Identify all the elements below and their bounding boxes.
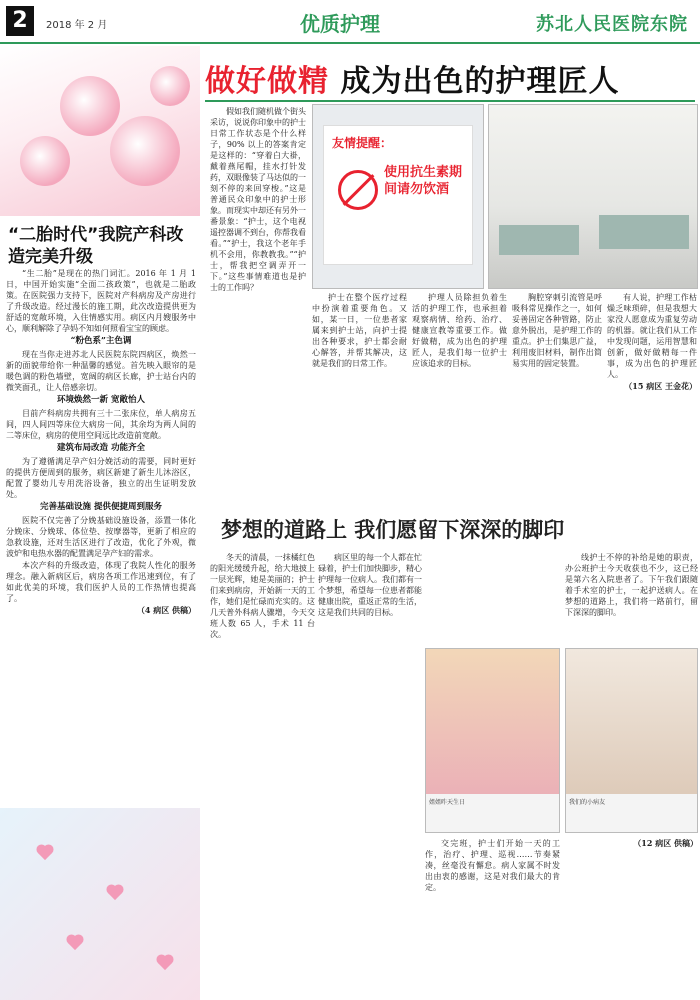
ward-photo bbox=[488, 104, 698, 289]
issue-date: 2018 年 2 月 bbox=[46, 20, 108, 31]
sign-header: 友情提醒： bbox=[332, 136, 393, 150]
article2-col1 bbox=[210, 106, 306, 506]
article2-col2-text: 护士在整个医疗过程中扮演着重要角色。又如，某一日，一位患者家属来到护士站，向护士提出各种要求，护士都会耐心解答，并帮其解决，这就是我们的日常工作。 bbox=[312, 293, 407, 368]
article1-p2: 目前产科病房共拥有三十二张床位，单人病房五间，四人间四等床位大病房一间，其余均为两人间的二等床位，病房的使用空间远比改造前宽敞。 bbox=[6, 409, 196, 440]
no-alcohol-sign-photo bbox=[312, 104, 484, 289]
article2-col2 bbox=[312, 292, 407, 506]
article1-signature: （4 病区 供稿） bbox=[136, 605, 196, 615]
article2-col5-text: 有人说，护理工作枯燥乏味琐碎，但是我想大家没人愿意成为重复劳动的机器。就让我们从工作中发现问题，运用智慧和创新，做好做精每一件事，成为出色的护理匠人。 bbox=[607, 293, 697, 379]
article1-sub3: 建筑布局改造 功能齐全 bbox=[57, 443, 145, 453]
article2-col4-text: 胸腔穿刺引流管是呼吸科常见操作之一，如何妥善固定各种管路，防止意外脱出，是护理工作的重点。护士们集思广益，利用废旧材料，制作出简易实用的固定装置。 bbox=[512, 293, 602, 368]
article1-sub4: 完善基础设施 提供便捷周到服务 bbox=[40, 502, 162, 512]
article1-p1: 现在当你走进苏北人民医院东院四病区，焕然一新的面貌带给你一种温馨的感觉。首先映入眼帘的是暖色调的粉色墙壁，宽阔的病区长廊，护士站台内的微笑面孔，让人倍感亲切。 bbox=[6, 350, 196, 392]
page-header bbox=[0, 0, 700, 44]
article3-col1 bbox=[210, 552, 315, 992]
sign-text: 使用抗生素期间请勿饮酒 bbox=[384, 165, 463, 197]
article2-col5 bbox=[607, 292, 697, 506]
article3-signature: （12 病区 供稿） bbox=[633, 838, 698, 848]
article1-intro: “生二胎”是现在的热门词汇。2016 年 1 月 1 日，中国开始实施“全面二孩政策”，也就是二胎政策。在医院强力支持下，医院对产科病房及产房进行了升级改造。经过漫长的施工期，此次改造提供更为舒适的宽敞环境，入住情感实用。病区内月嫂服务中心，顺利解除了孕妈不知如何照看宝宝的顾虑。 bbox=[6, 269, 196, 333]
article2-col3 bbox=[412, 292, 507, 506]
sign-card bbox=[323, 125, 473, 265]
article1-p5: 本次产科的升级改造，体现了我院人性化的服务理念。融入新病区后，病房各项工作迅速到位，有了如此优美的环境，我们医护人员的工作热情也提高了。 bbox=[6, 561, 196, 603]
article1-sub2: 环境焕然一新 宽敞怡人 bbox=[57, 395, 145, 405]
paper-name: 苏北人民医院东院 bbox=[536, 14, 688, 35]
article3-col1-text: 冬天的清晨，一抹橘红色的阳光缓缓升起，给大地披上一层光辉，她是美丽的；护士们来到病房，开始新一天的工作，她们是忙碌而充实的。这几天普外科病人骤增，今天交班人数 65 人，手术 11 台次。 bbox=[210, 553, 315, 639]
article3-col4 bbox=[565, 552, 698, 644]
article3-title: 梦想的道路上 我们愿留下深深的脚印 bbox=[221, 518, 565, 542]
child-photo bbox=[565, 648, 698, 833]
photo1-caption: 姐姐昨天生日 bbox=[426, 794, 559, 832]
article1-p3: 为了遵循满足孕产妇分娩活动的需要，同时更好的提供方便周到的服务，病区新建了新生儿沐浴区，配置了婴幼儿专用洗浴设备，独立的出生证明发放处。 bbox=[6, 457, 196, 499]
birthday-photo bbox=[425, 648, 560, 833]
article3-col5 bbox=[565, 838, 698, 992]
article2-col3-text: 护理人员除担负着生活的护理工作，也承担着观察病情、给药、治疗、健康宣教等重要工作。做好做精，成为出色的护理匠人，是我们每一位护士应该追求的目标。 bbox=[412, 293, 507, 368]
flower-decoration bbox=[0, 46, 200, 216]
article2-title-black: 成为出色的护理匠人 bbox=[340, 64, 620, 99]
article3-col3 bbox=[425, 838, 560, 992]
article2-title bbox=[205, 56, 619, 100]
article3-col2 bbox=[318, 552, 422, 992]
section-title: 优质护理 bbox=[300, 12, 380, 36]
title-rule bbox=[205, 100, 695, 102]
no-drinking-icon bbox=[338, 170, 378, 210]
article2-title-red: 做好做精 bbox=[205, 64, 329, 99]
article1-sub1: “粉色系”主色调 bbox=[70, 336, 132, 346]
article3-col2-text: 病区里的每一个人都在忙碌着，护士们加快脚步，精心护理每一位病人。我们都有一个梦想，希望每一位患者都能健康出院，重返正常的生活，这是我们共同的目标。 bbox=[318, 553, 422, 617]
page-number: 2 bbox=[6, 6, 34, 36]
article1-p4: 医院不仅完善了分娩基础设施设备，添置一体化分娩床、分娩球、体位垫、按摩器等，更新了相应的急救设施，还对生活区进行了改造，优化了外观，微波炉和电热水器的配置满足孕产妇的需求。 bbox=[6, 516, 196, 558]
article2-col4 bbox=[512, 292, 602, 506]
article2-signature: （15 病区 王金花） bbox=[624, 381, 697, 391]
article2-col1-text: 假如我们随机做个街头采访，说说你印象中的护士日常工作状态是个什么样子，90% 以上的答案肯定是这样的：“穿着白大褂，戴着燕尾帽，挂水打针发药，双眼像装了马达似的一刻不停的来回穿梭。”这是普通民众印象中的护士形象。而现实中却还有另外一番景象：“护士，这个电视遥控器调不到台，你帮我看看。”“护士，我这个老年手机不会用，你教教我。”“护士，帮我把空调弄开一下。”这些事情难道也是护士的工作吗？ bbox=[210, 107, 306, 292]
article3-col3-text: 交完班，护士们开始一天的工作，治疗、护理、巡视……节奏紧凑，丝毫没有懈怠。病人家属不时发出由衷的感谢，这是对我们最大的肯定。 bbox=[425, 839, 560, 892]
article3-col4-text: 线护士不停的补给是她的职责，办公班护士今天收获也不少，这已经是第六名入院患者了。下午我们跟随着手术室的护士，一起护送病人。在梦想的道路上，我们将一路前行，留下深深的脚印。 bbox=[565, 553, 698, 617]
article3-title-band bbox=[205, 510, 700, 546]
article1-title: “二胎时代”我院产科改造完美升级 bbox=[8, 225, 184, 267]
photo2-caption: 我们的小病友 bbox=[566, 794, 697, 832]
hearts-decoration bbox=[0, 808, 200, 1000]
article1-body bbox=[6, 268, 196, 788]
